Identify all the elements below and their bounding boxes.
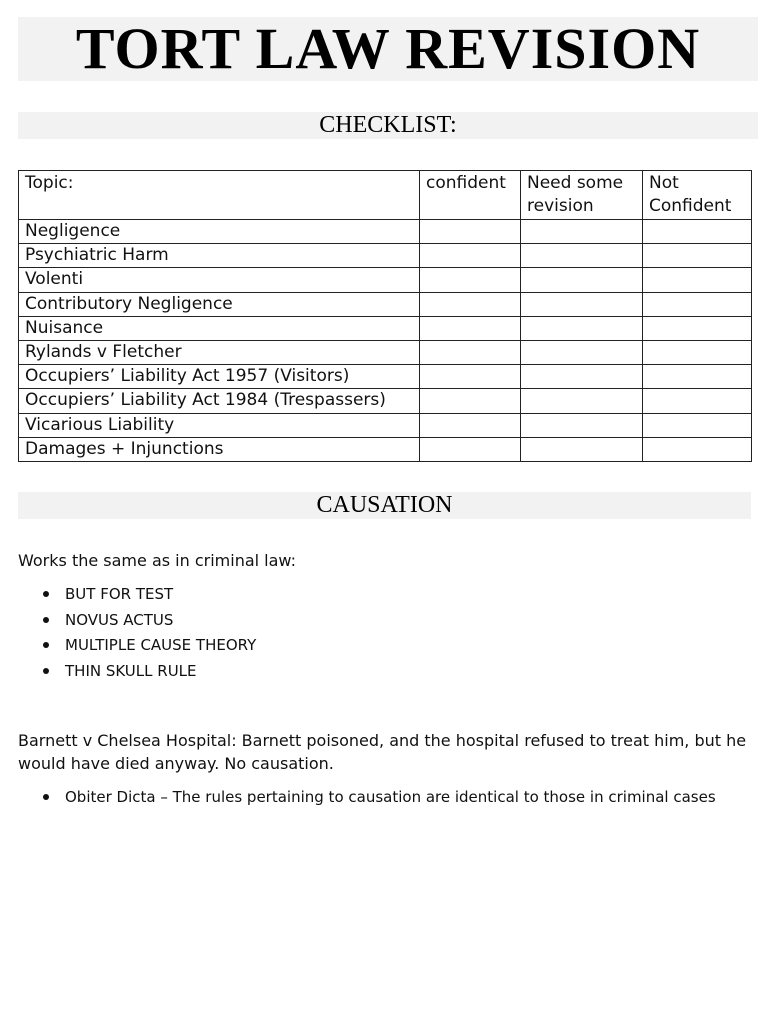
list-item-text: NOVUS ACTUS bbox=[65, 610, 174, 629]
causation-intro: Works the same as in criminal law: bbox=[18, 551, 297, 570]
confident-cell[interactable] bbox=[420, 268, 521, 292]
table-row bbox=[19, 413, 752, 437]
list-item bbox=[18, 610, 256, 636]
topic-cell: Damages + Injunctions bbox=[19, 437, 420, 461]
bullet-icon bbox=[43, 642, 49, 648]
need-revision-cell[interactable] bbox=[521, 340, 643, 364]
confident-cell[interactable] bbox=[420, 316, 521, 340]
topic-cell: Contributory Negligence bbox=[19, 292, 420, 316]
not-confident-cell[interactable] bbox=[643, 413, 752, 437]
need-revision-cell[interactable] bbox=[521, 365, 643, 389]
need-revision-cell[interactable] bbox=[521, 316, 643, 340]
confident-cell[interactable] bbox=[420, 413, 521, 437]
title-banner bbox=[18, 17, 758, 81]
not-confident-cell[interactable] bbox=[643, 244, 752, 268]
table-header-row bbox=[19, 171, 752, 220]
case-notes-list bbox=[18, 787, 716, 813]
list-item-text: Obiter Dicta – The rules pertaining to causation are identical to those in criminal cases bbox=[65, 788, 716, 806]
table-row bbox=[19, 389, 752, 413]
topic-cell: Occupiers’ Liability Act 1957 (Visitors) bbox=[19, 365, 420, 389]
list-item-text: BUT FOR TEST bbox=[65, 585, 174, 603]
need-revision-cell[interactable] bbox=[521, 292, 643, 316]
table-row bbox=[19, 220, 752, 244]
not-confident-cell[interactable] bbox=[643, 340, 752, 364]
need-revision-cell[interactable] bbox=[521, 437, 643, 461]
need-revision-cell[interactable] bbox=[521, 413, 643, 437]
topic-cell: Psychiatric Harm bbox=[19, 244, 420, 268]
table-row bbox=[19, 292, 752, 316]
list-item-text: MULTIPLE CAUSE THEORY bbox=[65, 636, 257, 654]
confident-cell[interactable] bbox=[420, 389, 521, 413]
bullet-icon bbox=[43, 794, 49, 800]
table-row bbox=[19, 268, 752, 292]
not-confident-cell[interactable] bbox=[643, 389, 752, 413]
need-revision-cell[interactable] bbox=[521, 220, 643, 244]
confident-cell[interactable] bbox=[420, 365, 521, 389]
confident-cell[interactable] bbox=[420, 292, 521, 316]
topic-cell: Rylands v Fletcher bbox=[19, 340, 420, 364]
table-row bbox=[19, 340, 752, 364]
list-item bbox=[18, 661, 256, 687]
causation-heading-banner bbox=[18, 492, 751, 519]
case-description: Barnett v Chelsea Hospital: Barnett poisoned, and the hospital refused to treat him, but he would have died anyway. No causation. bbox=[18, 731, 747, 773]
table-row bbox=[19, 244, 752, 268]
not-confident-cell[interactable] bbox=[643, 268, 752, 292]
table-row bbox=[19, 365, 752, 389]
bullet-icon bbox=[43, 668, 49, 674]
confident-cell[interactable] bbox=[420, 437, 521, 461]
causation-tests-list bbox=[18, 584, 256, 686]
table-row bbox=[19, 316, 752, 340]
confident-cell[interactable] bbox=[420, 244, 521, 268]
topic-cell: Negligence bbox=[19, 220, 420, 244]
not-confident-cell[interactable] bbox=[643, 316, 752, 340]
confident-cell[interactable] bbox=[420, 220, 521, 244]
list-item bbox=[18, 787, 716, 813]
bullet-icon bbox=[43, 591, 49, 597]
column-header-need-some-revision: Need some revision bbox=[521, 171, 643, 220]
checklist-table bbox=[18, 170, 752, 462]
need-revision-cell[interactable] bbox=[521, 244, 643, 268]
not-confident-cell[interactable] bbox=[643, 365, 752, 389]
topic-cell: Nuisance bbox=[19, 316, 420, 340]
bullet-icon bbox=[43, 617, 49, 623]
not-confident-cell[interactable] bbox=[643, 220, 752, 244]
page-title: TORT LAW REVISION bbox=[75, 16, 701, 81]
not-confident-cell[interactable] bbox=[643, 292, 752, 316]
column-header-not-confident: Not Confident bbox=[643, 171, 752, 220]
topic-cell: Occupiers’ Liability Act 1984 (Trespassers) bbox=[19, 389, 420, 413]
need-revision-cell[interactable] bbox=[521, 389, 643, 413]
column-header-confident: confident bbox=[420, 171, 521, 220]
topic-cell: Volenti bbox=[19, 268, 420, 292]
column-header-topic: Topic: bbox=[19, 171, 420, 220]
not-confident-cell[interactable] bbox=[643, 437, 752, 461]
list-item bbox=[18, 584, 256, 610]
topic-cell: Vicarious Liability bbox=[19, 413, 420, 437]
table-row bbox=[19, 437, 752, 461]
causation-heading: CAUSATION bbox=[316, 492, 453, 518]
confident-cell[interactable] bbox=[420, 340, 521, 364]
list-item bbox=[18, 635, 256, 661]
checklist-heading: CHECKLIST: bbox=[319, 112, 457, 138]
checklist-heading-banner bbox=[18, 112, 758, 139]
list-item-text: THIN SKULL RULE bbox=[65, 661, 197, 680]
need-revision-cell[interactable] bbox=[521, 268, 643, 292]
